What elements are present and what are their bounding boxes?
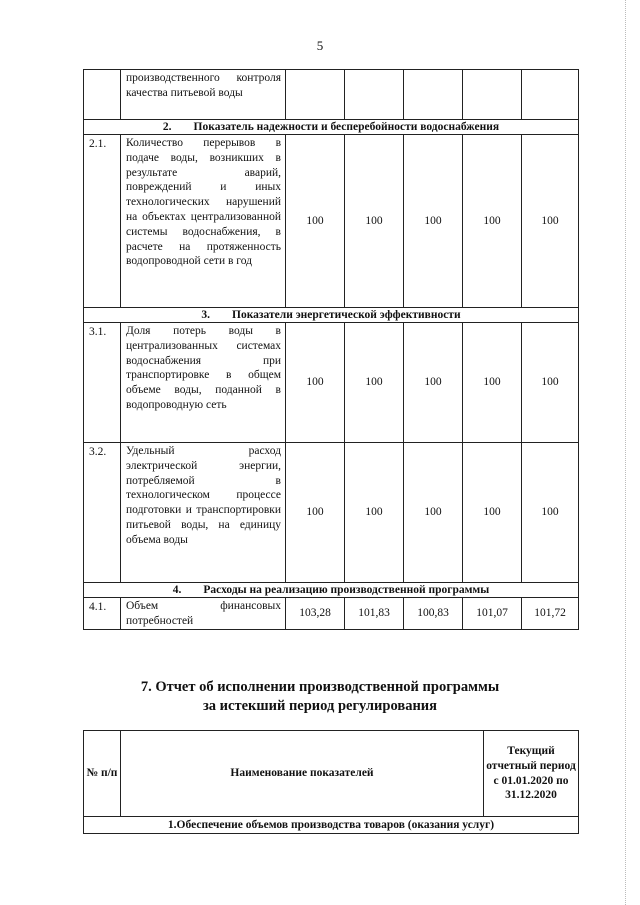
section-header <box>84 583 579 598</box>
value-cell: 100 <box>286 443 345 583</box>
value-cell: 100 <box>522 135 579 308</box>
report-table <box>83 730 579 834</box>
table-row <box>84 323 579 443</box>
table-row <box>84 443 579 583</box>
row-number: 2.1. <box>84 135 121 308</box>
value-cell: 101,07 <box>463 598 522 630</box>
section-header <box>84 308 579 323</box>
indicator-name: Удельный расход электрической энергии, потребляемой в технологическом процессе подготовки и транспортировки питьевой воды, на единицу объема воды <box>121 443 286 583</box>
value-cell: 100 <box>345 443 404 583</box>
section-title: Расходы на реализацию производственной программы <box>203 584 490 596</box>
value-cell: 100 <box>463 135 522 308</box>
page-number: 5 <box>316 38 324 53</box>
section-header <box>84 120 579 135</box>
section-title: Показатель надежности и бесперебойности водоснабжения <box>193 121 500 133</box>
value-cell: 100,83 <box>404 598 463 630</box>
section-number: 2. <box>162 121 172 133</box>
indicator-name: Доля потерь воды в централизованных системах водоснабжения при транспортировке в общем объеме воды, поданной в водопроводную сеть <box>121 323 286 443</box>
indicator-name: Объем финансовых потребностей <box>121 598 286 630</box>
row-number: 3.1. <box>84 323 121 443</box>
value-cell: 101,83 <box>345 598 404 630</box>
table-row <box>84 70 579 120</box>
value-cell: 101,72 <box>522 598 579 630</box>
section-title: 1.Обеспечение объемов производства товаров (оказания услуг) <box>84 817 579 834</box>
value-cell: 100 <box>522 443 579 583</box>
section-title: Показатели энергетической эффективности <box>232 309 461 321</box>
value-cell: 100 <box>522 323 579 443</box>
report-heading-line-2: за истекший период регулирования <box>202 698 438 714</box>
value-cell: 100 <box>404 135 463 308</box>
value-cell: 100 <box>404 323 463 443</box>
table-row <box>84 135 579 308</box>
section-header <box>84 817 579 834</box>
production-indicators-table <box>83 69 579 630</box>
section-number: 4. <box>172 584 182 596</box>
scan-edge <box>625 0 638 905</box>
report-heading-line-1: 7. Отчет об исполнении производственной программы <box>140 679 500 695</box>
row-number: 4.1. <box>84 598 121 630</box>
value-cell: 100 <box>345 135 404 308</box>
continuation-text: производственного контроля качества питьевой воды <box>121 70 286 120</box>
section-number: 3. <box>201 309 211 321</box>
column-header-name: Наименование показателей <box>121 731 484 817</box>
table-row <box>84 598 579 630</box>
value-cell: 100 <box>404 443 463 583</box>
table-header-row <box>84 731 579 817</box>
indicator-name: Количество перерывов в подаче воды, возникших в результате аварий, повреждений и иных технологических нарушений на объектах централизованной системы водоснабжения, в расчете на протяженность водопроводной сети в год <box>121 135 286 308</box>
column-header-number: № п/п <box>84 731 121 817</box>
value-cell: 100 <box>286 135 345 308</box>
column-header-period: Текущий отчетный период с 01.01.2020 по 31.12.2020 <box>484 731 579 817</box>
value-cell: 100 <box>345 323 404 443</box>
value-cell: 100 <box>463 443 522 583</box>
value-cell: 100 <box>286 323 345 443</box>
value-cell: 103,28 <box>286 598 345 630</box>
row-number-cell <box>84 70 121 120</box>
row-number: 3.2. <box>84 443 121 583</box>
value-cell: 100 <box>463 323 522 443</box>
